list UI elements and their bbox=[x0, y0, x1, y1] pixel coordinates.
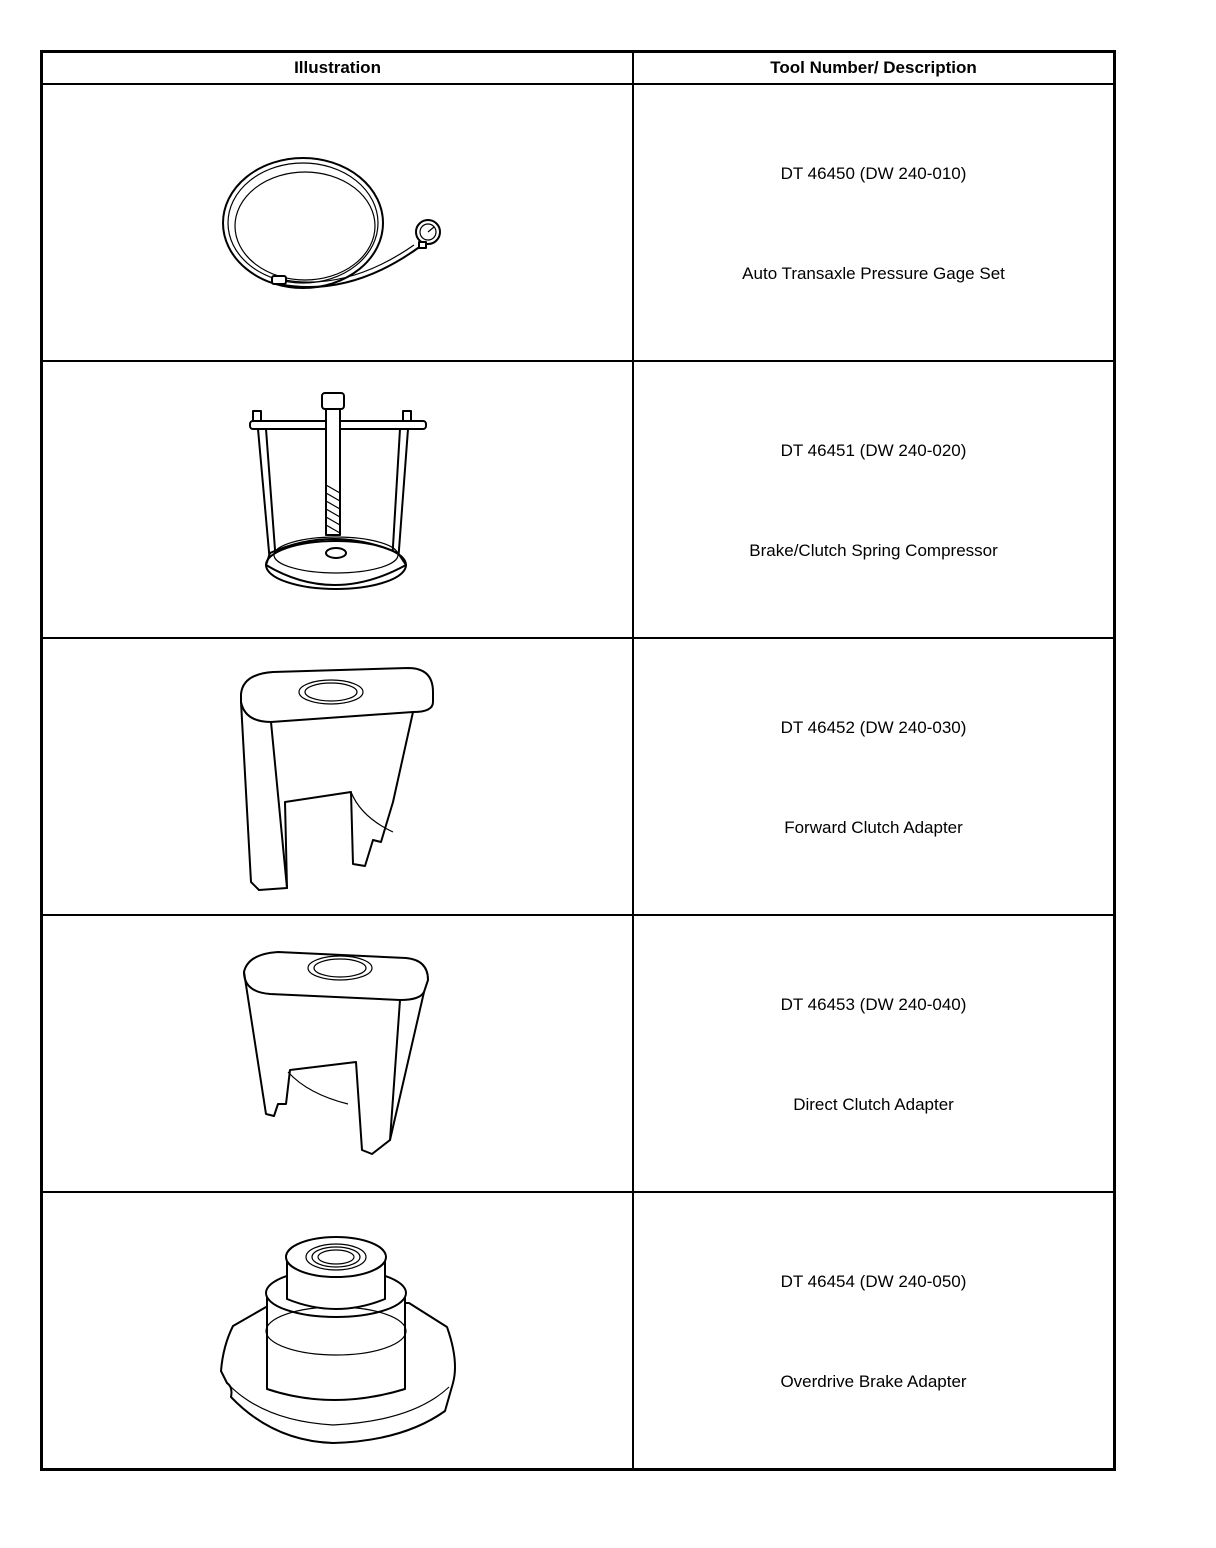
illustration-cell bbox=[42, 638, 634, 915]
description-cell bbox=[633, 361, 1114, 638]
overdrive-brake-adapter-illustration bbox=[213, 1211, 463, 1451]
illustration-cell bbox=[42, 915, 634, 1192]
pressure-gage-set-illustration bbox=[208, 148, 468, 298]
table-row bbox=[42, 638, 1115, 915]
illustration-cell bbox=[42, 84, 634, 361]
tool-name: Forward Clutch Adapter bbox=[784, 818, 963, 837]
table-row bbox=[42, 915, 1115, 1192]
special-tools-table bbox=[40, 50, 1116, 1471]
tool-number: DT 46452 (DW 240-030) bbox=[780, 718, 967, 737]
tool-name: Auto Transaxle Pressure Gage Set bbox=[742, 264, 1005, 283]
table-row bbox=[42, 361, 1115, 638]
description-cell bbox=[633, 638, 1114, 915]
direct-clutch-adapter-illustration bbox=[238, 944, 438, 1164]
tool-number: DT 46450 (DW 240-010) bbox=[780, 164, 967, 183]
description-cell bbox=[633, 915, 1114, 1192]
header-illustration: Illustration bbox=[42, 52, 634, 85]
tool-name: Direct Clutch Adapter bbox=[793, 1095, 954, 1114]
tool-name: Overdrive Brake Adapter bbox=[780, 1372, 967, 1391]
forward-clutch-adapter-illustration bbox=[233, 662, 443, 892]
header-tool-description: Tool Number/ Description bbox=[633, 52, 1114, 85]
description-cell bbox=[633, 1192, 1114, 1470]
header-row bbox=[42, 52, 1115, 85]
description-cell bbox=[633, 84, 1114, 361]
table-row bbox=[42, 1192, 1115, 1470]
table-row bbox=[42, 84, 1115, 361]
tool-number: DT 46453 (DW 240-040) bbox=[780, 995, 967, 1014]
spring-compressor-illustration bbox=[248, 385, 428, 615]
tool-name: Brake/Clutch Spring Compressor bbox=[749, 541, 998, 560]
illustration-cell bbox=[42, 1192, 634, 1470]
tool-number: DT 46454 (DW 240-050) bbox=[780, 1272, 967, 1291]
tool-number: DT 46451 (DW 240-020) bbox=[780, 441, 967, 460]
illustration-cell bbox=[42, 361, 634, 638]
